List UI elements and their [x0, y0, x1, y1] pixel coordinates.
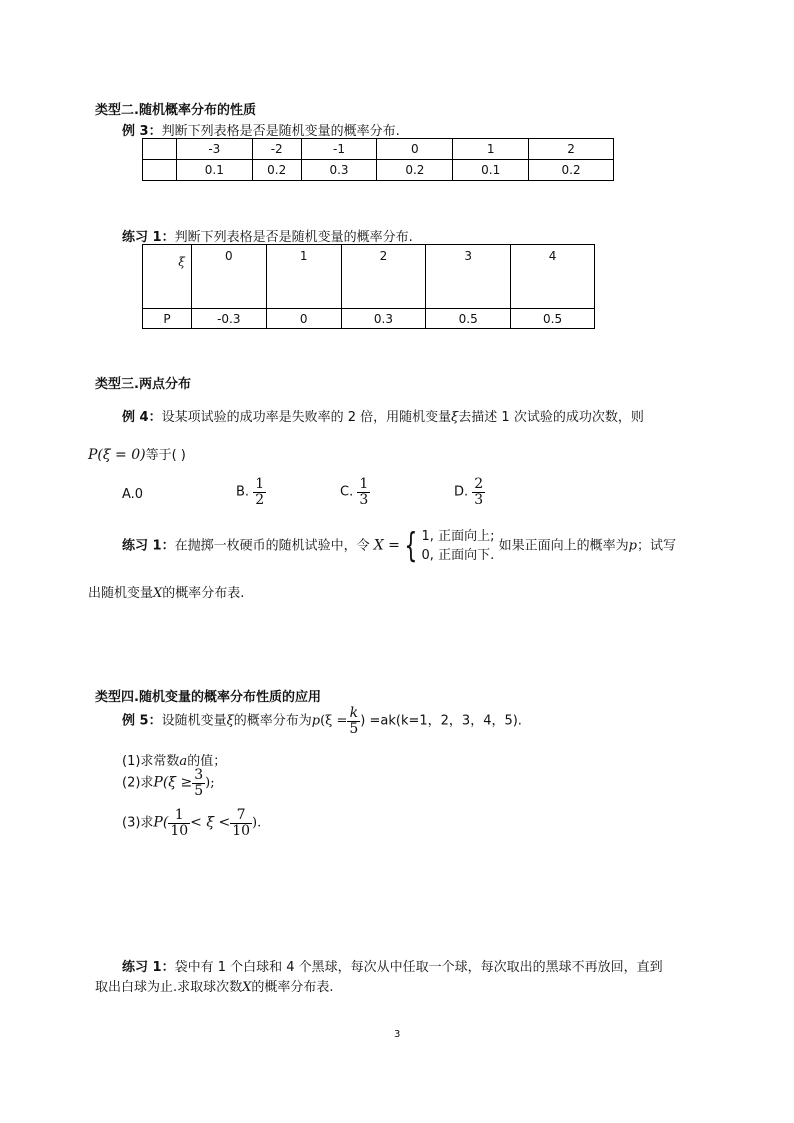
fraction	[472, 477, 485, 507]
exercise-label: 练习 1：	[122, 960, 175, 975]
section2-heading: 类型二.随机概率分布的性质	[95, 103, 256, 118]
fraction	[168, 808, 190, 838]
exercise-line1: 袋中有 1 个白球和 4 个黑球，每次从中任取一个球，每次取出的黑球不再放回，直到	[174, 960, 663, 975]
table-cell: 0	[377, 139, 453, 160]
section3-heading: 类型三.两点分布	[95, 377, 191, 392]
table-cell	[143, 160, 177, 181]
section4-heading: 类型四.随机变量的概率分布性质的应用	[95, 690, 321, 705]
table-cell: 1	[453, 139, 529, 160]
example5-text2: 的概率分布为	[233, 713, 312, 729]
q3-mid: < ξ <	[190, 814, 231, 831]
exercise-text: 判断下列表格是否是随机变量的概率分布.	[174, 230, 413, 245]
question-1	[122, 750, 226, 769]
fraction	[357, 477, 370, 507]
example4-text2: 去描述 1 次试验的成功次数，则	[458, 410, 644, 425]
table-cell: 3	[426, 245, 511, 309]
table-cell: 0.3	[341, 309, 426, 329]
q2-expr: P(ξ ≥	[153, 774, 193, 791]
fraction	[230, 808, 252, 838]
option-label: B.	[236, 484, 250, 500]
table-cell: -0.3	[191, 309, 266, 329]
table-cell: 0.5	[426, 309, 511, 329]
case-2: 0, 正面向下.	[421, 548, 495, 563]
example4-label: 例 4：	[122, 410, 162, 425]
table-cell: -1	[301, 139, 377, 160]
xi-symbol: ξ	[226, 713, 234, 729]
example3-table	[142, 138, 614, 181]
xi-eq: (ξ =	[320, 713, 348, 729]
xi-symbol: ξ	[143, 245, 192, 309]
exercise-text3: ；试写	[636, 538, 676, 554]
fraction	[347, 706, 360, 736]
table-cell: 0.2	[377, 160, 453, 181]
numerator: k	[349, 705, 359, 721]
table-cell: -3	[176, 139, 252, 160]
option-c	[340, 477, 370, 507]
table-cell	[143, 139, 177, 160]
q3-end: ).	[252, 815, 262, 831]
example4-text3: 等于( )	[145, 448, 186, 463]
page-number: 3	[394, 1029, 401, 1040]
exercise1-table-row-values	[143, 245, 595, 309]
option-b	[236, 477, 266, 507]
table-cell: 0	[266, 309, 341, 329]
xi-symbol: ξ	[451, 410, 459, 425]
cases	[422, 527, 495, 565]
brace: {	[404, 526, 418, 566]
case-1: 1, 正面向上;	[421, 529, 495, 544]
q3-expr: P(	[153, 814, 169, 831]
q2-end: );	[205, 775, 215, 791]
numerator: 2	[474, 476, 484, 492]
exercise-line2a: 出随机变量	[88, 586, 154, 601]
var-x: X	[153, 586, 163, 601]
example4-text1: 设某项试验的成功率是失败率的 2 倍，用随机变量	[161, 410, 452, 425]
question-2	[122, 768, 215, 798]
option-label: C.	[340, 484, 354, 500]
numerator: 3	[194, 767, 204, 783]
numerator: 1	[359, 476, 369, 492]
table-cell: 0.2	[252, 160, 301, 181]
exercise-line2b: 的概率分布表.	[251, 980, 334, 995]
exercise1-sec3-line2	[88, 582, 244, 601]
example4-line2	[88, 444, 186, 463]
option-label: A.	[122, 487, 135, 502]
denominator: 10	[170, 822, 189, 839]
example3-table-row-probabilities	[143, 160, 614, 181]
var-x: X =	[373, 537, 400, 554]
option-d	[454, 477, 485, 507]
example3-line	[122, 120, 400, 139]
exercise-label: 练习 1：	[122, 230, 175, 245]
option-value: 0	[134, 487, 144, 502]
table-cell: 0	[191, 245, 266, 309]
exercise1-sec3-line1	[122, 527, 676, 565]
table-cell: 2	[341, 245, 426, 309]
denominator: 2	[255, 491, 265, 508]
q1-text-a: (1)求常数	[122, 754, 180, 769]
exercise1-sec2-line	[122, 226, 413, 245]
table-cell: 0.2	[529, 160, 614, 181]
table-cell: 0.1	[176, 160, 252, 181]
denominator: 10	[232, 822, 251, 839]
table-cell: 1	[266, 245, 341, 309]
exercise-line2a: 取出白球为止.求取球次数	[95, 980, 243, 995]
denominator: 3	[474, 491, 484, 508]
option-label: D.	[454, 484, 469, 500]
exercise-text1: 在抛掷一枚硬币的随机试验中，令	[174, 538, 370, 554]
q3-text: (3)求	[122, 815, 154, 831]
example5-text1: 设随机变量	[161, 713, 227, 729]
var-x: X	[242, 980, 252, 995]
table-cell: P	[143, 309, 192, 329]
option-a	[122, 487, 143, 502]
exercise-label: 练习 1：	[122, 538, 175, 554]
example5-label: 例 5：	[122, 713, 162, 729]
numerator: 1	[174, 807, 184, 823]
example3-table-row-values	[143, 139, 614, 160]
example4-line1	[122, 406, 644, 425]
table-cell: -2	[252, 139, 301, 160]
example3-text: 判断下列表格是否是随机变量的概率分布.	[161, 124, 400, 139]
var-a: a	[179, 754, 188, 769]
fraction	[192, 768, 205, 798]
exercise-text2: 如果正面向上的概率为	[498, 538, 629, 554]
exercise1-sec4-line2	[95, 976, 334, 995]
question-3	[122, 808, 261, 838]
exercise1-table	[142, 244, 595, 329]
numerator: 1	[255, 476, 265, 492]
q2-text: (2)求	[122, 775, 154, 791]
example4-expr: P(ξ = 0)	[88, 447, 146, 463]
denominator: 3	[359, 491, 369, 508]
table-cell: 0.3	[301, 160, 377, 181]
example5-line	[122, 706, 522, 736]
exercise1-table-row-probabilities	[143, 309, 595, 329]
exercise-line2b: 的概率分布表.	[162, 586, 245, 601]
var-p: p	[628, 538, 637, 554]
example5-close: ) =ak(k=1，2，3，4，5).	[360, 713, 522, 729]
fraction	[253, 477, 266, 507]
exercise1-sec4-line1	[122, 956, 663, 975]
table-cell: 0.1	[453, 160, 529, 181]
denominator: 5	[349, 720, 359, 737]
example3-label: 例 3：	[122, 124, 162, 139]
table-cell: 0.5	[511, 309, 595, 329]
p-symbol: p	[311, 713, 321, 729]
q1-text-b: 的值；	[187, 754, 227, 769]
numerator: 7	[236, 807, 246, 823]
table-cell: 2	[529, 139, 614, 160]
table-cell: 4	[511, 245, 595, 309]
denominator: 5	[194, 782, 204, 799]
